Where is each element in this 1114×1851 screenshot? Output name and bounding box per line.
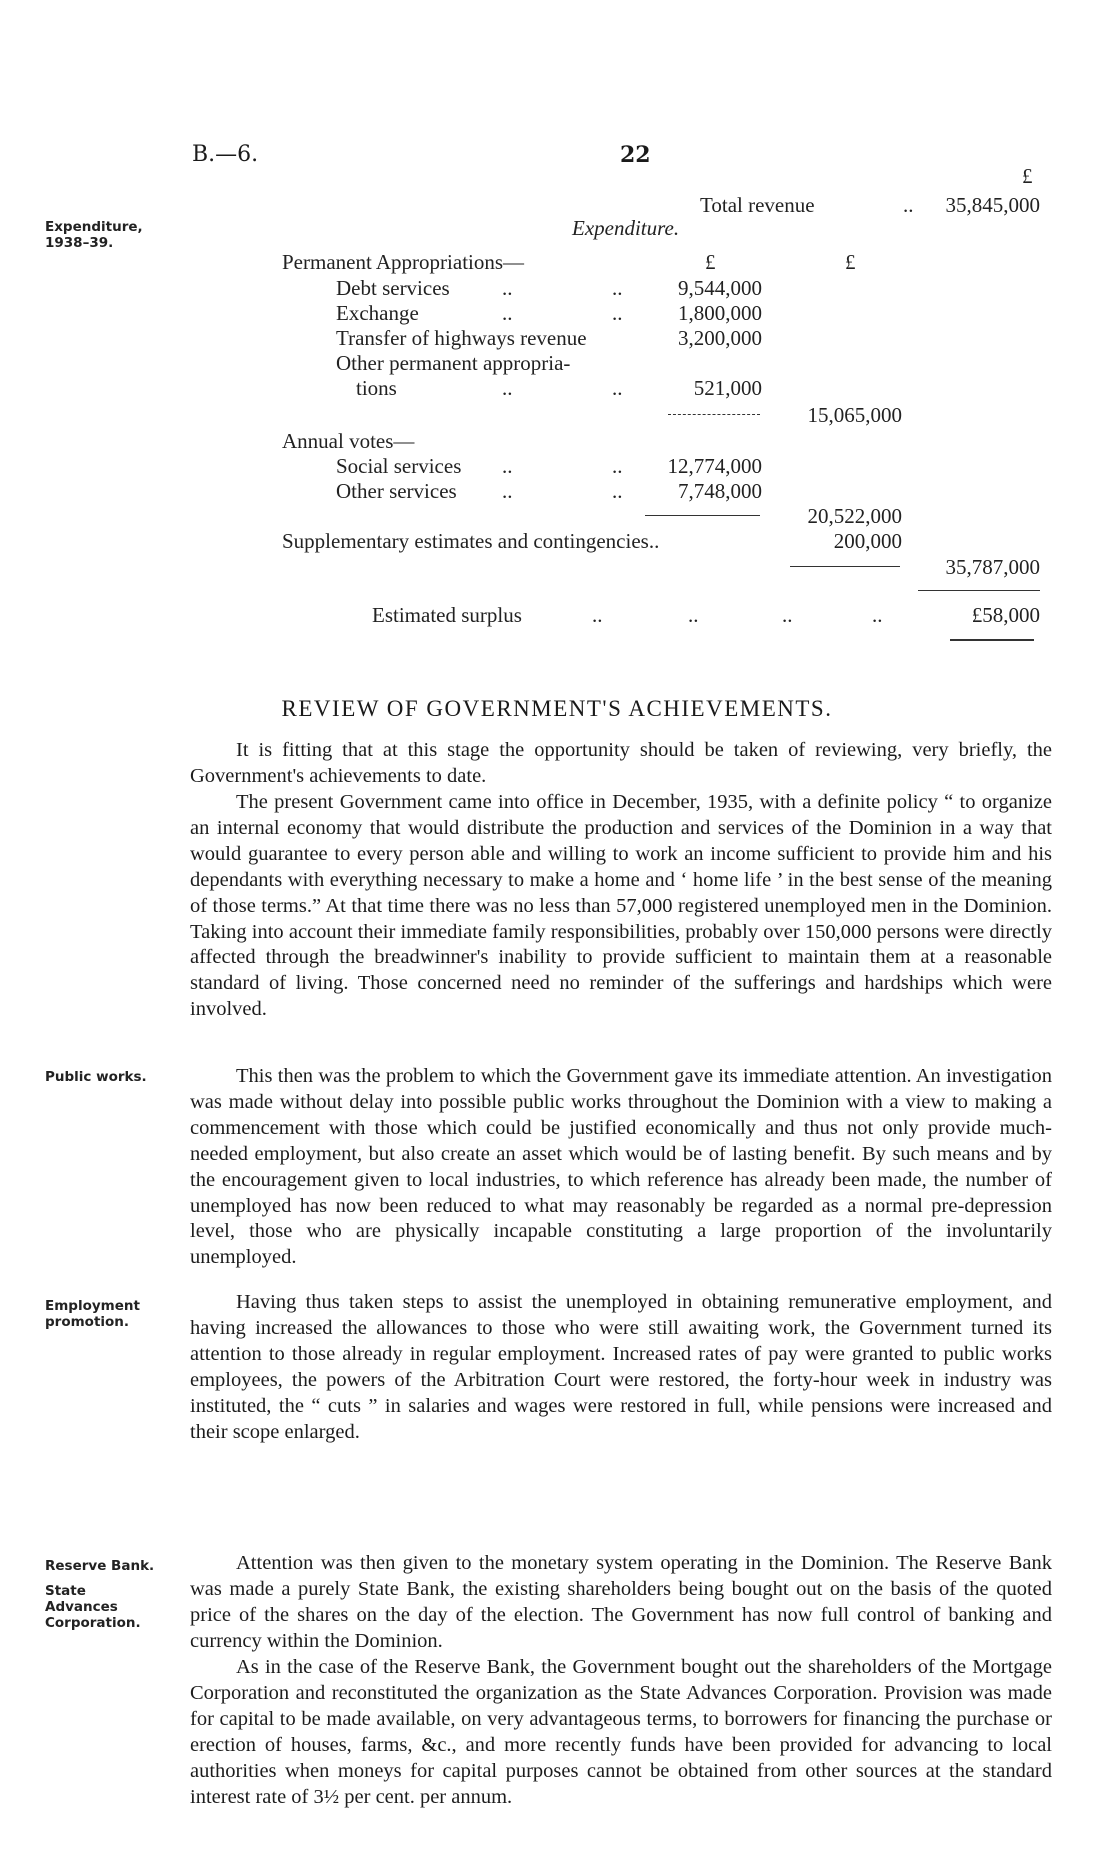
surplus-value: £58,000: [971, 603, 1040, 627]
dot-leader: ..: [782, 603, 793, 627]
double-rule: [950, 639, 1034, 641]
dot-leader: ..: [502, 301, 513, 325]
row-value-social-services: 12,774,000: [667, 454, 762, 478]
surplus-label: Estimated surplus: [372, 603, 522, 627]
supplementary-value: 200,000: [833, 529, 902, 553]
state-advances-text: As in the case of the Reserve Bank, the Government bought out the shareholders of the Mortgage Corporation and reconstituted the organization as the State Advances Corporation. Provision was made for capital to be made available, on very advantageous terms, to borrowers for financing the purchase or erection of houses, farms, &c., and more recently funds have been provided for advancing to local authorities when moneys for capital purposes cannot be obtained from other sources at the standard interest rate of: [190, 1656, 1052, 1808]
document-reference: B.—6.: [192, 142, 259, 167]
margin-note-reserve-bank: Reserve Bank.: [45, 1558, 155, 1574]
review-title: REVIEW OF GOVERNMENT'S ACHIEVEMENTS.: [281, 696, 833, 721]
row-value-debt-services: 9,544,000: [678, 276, 762, 300]
interest-rate: 3½: [313, 1785, 340, 1808]
row-value-highways: 3,200,000: [678, 326, 762, 350]
interest-rate-suffix: per cent. per annum.: [344, 1785, 513, 1808]
dot-leader: ..: [612, 454, 623, 478]
row-label-other-permanent-cont: tions: [356, 376, 397, 400]
paragraph-policy: The present Government came into office in December, 1935, with a definite policy “ to organize an internal economy that would distribute the production and services of the Dominion in a way that would guarantee to every person able and willing to work an income sufficient to provide him and his dependants with everything necessary to make a home and ‘ home life ’ in the best sense of the meaning of those terms.” At that time there was no less than 57,000 registered unemployed men in the Dominion. Taking into account their immediate family responsibilities, probably over 150,000 persons were directly affected through the breadwinner's inability to provide sufficient to maintain them at a reasonable standard of living. Those concerned need no reminder of the sufferings and hardships which were involved.: [190, 791, 1052, 1021]
row-label-other-permanent: Other permanent appropria-: [336, 351, 571, 375]
total-revenue-label: Total revenue: [700, 193, 815, 217]
margin-note-expenditure: Expenditure, 1938–39.: [45, 219, 143, 251]
column2-pound-sign: £: [845, 250, 856, 274]
dot-leader: ..: [502, 376, 513, 400]
annual-votes-heading: Annual votes—: [282, 429, 415, 453]
paragraph-public-works: This then was the problem to which the Government gave its immediate attention. An investigation was made without delay into possible public works throughout the Dominion with a view to making a commencement with those which could be justified economically and thus not only provide much-needed employment, but also create an asset which would be of lasting benefit. By such means and by the encouragement given to local industries, to which reference has already been made, the number of unemployed has now been reduced to what may reasonably be regarded as a normal pre-depression level, those who are physically incapable constituting a large proportion of the involuntarily unemployed.: [190, 1065, 1052, 1269]
row-label-debt-services: Debt services: [336, 276, 450, 300]
dot-leader: ..: [502, 276, 513, 300]
permanent-appropriations-heading: Permanent Appropriations—: [282, 250, 525, 274]
dot-leader: ..: [612, 276, 623, 300]
paragraph-employment: Having thus taken steps to assist the unemployed in obtaining remunerative employment, and having increased the allowances to those who were still awaiting work, the Government turned its attention to those already in regular employment. Increased rates of pay were granted to public works employees, the powers of the Arbitration Court were restored, the forty-hour week in industry was instituted, the “ cuts ” in salaries and wages were restored in full, while pensions were increased and their scope enlarged.: [190, 1291, 1052, 1443]
column1-pound-sign: £: [705, 250, 716, 274]
annual-total-value: 20,522,000: [807, 504, 902, 528]
dot-leader: ..: [592, 603, 603, 627]
page-number: 22: [620, 142, 651, 168]
row-value-exchange: 1,800,000: [678, 301, 762, 325]
paragraph-intro: It is fitting that at this stage the opportunity should be taken of reviewing, very briefly, the Government's achievements to date.: [190, 739, 1052, 787]
expenditure-heading: Expenditure.: [572, 216, 680, 240]
row-label-social-services: Social services: [336, 454, 462, 478]
subtotal-rule: [668, 414, 760, 415]
row-label-highways: Transfer of highways revenue: [336, 326, 587, 350]
dot-leader: ..: [612, 479, 623, 503]
total-column-pound-sign: £: [1022, 164, 1033, 188]
dot-leader: ..: [872, 603, 883, 627]
subtotal-rule: [645, 515, 760, 516]
supplementary-label: Supplementary estimates and contingencies..: [282, 529, 660, 553]
permanent-total-value: 15,065,000: [807, 403, 902, 427]
margin-note-employment: Employment promotion.: [45, 1298, 140, 1330]
dot-leader: ..: [688, 603, 699, 627]
row-value-other-services: 7,748,000: [678, 479, 762, 503]
dot-leader: ..: [612, 376, 623, 400]
dot-leader: ..: [502, 454, 513, 478]
expenditure-total-value: 35,787,000: [945, 555, 1040, 579]
margin-note-public-works: Public works.: [45, 1069, 147, 1085]
paragraph-state-advances: [190, 1655, 1052, 1810]
row-value-other-permanent: 521,000: [693, 376, 762, 400]
total-rule: [790, 566, 900, 567]
dot-leader: ..: [903, 193, 914, 217]
total-revenue-value: 35,845,000: [945, 193, 1040, 217]
margin-note-state-advances: State Advances Corporation.: [45, 1583, 141, 1631]
paragraph-reserve-bank: Attention was then given to the monetary system operating in the Dominion. The Reserve Bank was made a purely State Bank, the existing shareholders being bought out on the basis of the quoted price of the shares on the day of the election. The Government has now full control of banking and currency within the Dominion.: [190, 1552, 1052, 1652]
dot-leader: ..: [502, 479, 513, 503]
row-label-exchange: Exchange: [336, 301, 419, 325]
row-label-other-services: Other services: [336, 479, 457, 503]
dot-leader: ..: [612, 301, 623, 325]
total-rule: [918, 590, 1040, 591]
